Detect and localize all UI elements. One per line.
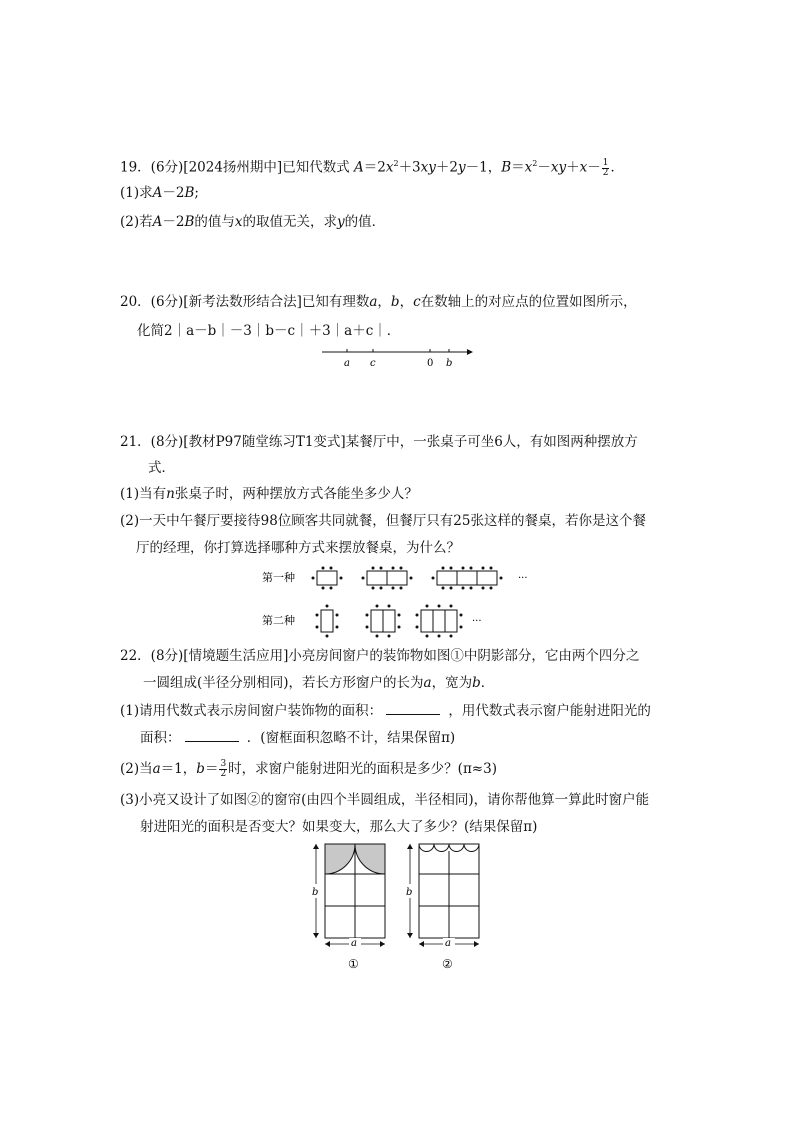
q22-part1: (1)请用代数式表示房间窗户装饰物的面积： ，用代数式表示窗户能射进阳光的 [120,703,651,719]
arrangement-2-one-table [316,605,339,638]
arrangement-1-three-tables [432,567,503,590]
number-line [320,344,480,374]
ellipsis-row2: ··· [472,616,482,627]
arrangement-1-two-tables [362,567,413,590]
table-arrangement-figure [260,562,540,637]
dim-b-label: b [312,887,319,898]
arrangement-2-three-tables [416,605,463,638]
answer-blank-decoration-area [386,702,440,715]
figure-2-label: ② [442,957,453,971]
q20-stem: 20．(6分)[新考法数形结合法]已知有理数a，b，c在数轴上的对应点的位置如图所示， [120,294,637,310]
axis-label-c: c [370,358,376,369]
q21-stem: 21．(8分)[教材P97随堂练习T1变式]某餐厅中，一张桌子可坐6人，有如图两种摆放方 [120,434,638,450]
q22-stem-cont: 一圆组成(半径分别相同)，若长方形窗户的长为a，宽为b． [143,675,495,691]
dim-a-label: a [445,938,451,949]
q22-part3: (3)小亮又设计了如图②的窗帘(由四个半圆组成，半径相同)，请你帮他算一算此时窗户能 [120,792,650,808]
fraction-three-halves: $\frac{3}{2}$ [220,759,227,779]
ellipsis-row1: ··· [518,573,528,584]
axis-label-a: a [344,358,350,369]
window-figure-2 [402,842,492,972]
figure-1-label: ① [348,957,359,971]
arrangement-1-label: 第一种 [262,571,295,584]
arrangement-2-label: 第二种 [262,614,295,627]
q21-part2-cont: 厅的经理，你打算选择哪种方式来摆放餐桌，为什么？ [136,540,460,556]
axis-label-b: b [446,358,453,369]
q21-stem-cont: 式． [148,460,175,476]
q22-part1-cont: 面积： ．(窗框面积忽略不计，结果保留π) [140,730,456,746]
q20-simplify: 化简2｜a－b｜－3｜b－c｜＋3｜a＋c｜． [137,323,401,339]
arrangement-2-two-tables [366,605,401,638]
dim-b-label: b [406,887,413,898]
q19-stem: 19．(6分)[2024扬州期中]已知代数式 $A=2x^2+3xy+2y-1$，$B=x^2-xy+x-$ $\frac{1}{2}$ ． [120,157,624,178]
answer-blank-sunlight-area [185,729,239,742]
arrangement-1-one-table [312,567,343,590]
window-figure-1 [308,842,398,972]
q21-part1: (1)当有n张桌子时，两种摆放方式各能坐多少人？ [120,486,418,502]
q22-stem: 22．(8分)[情境题生活应用]小亮房间窗户的装饰物如图①中阴影部分，它由两个四分之 [120,648,640,664]
q21-part2: (2)一天中午餐厅要接待98位顾客共同就餐，但餐厅只有25张这样的餐桌，若你是这个餐 [120,513,646,529]
q22-part2: (2)当a＝1，b＝ $\frac{3}{2}$ 时，求窗户能射进阳光的面积是多少？(π≈3) [120,759,497,779]
q22-part3-cont: 射进阳光的面积是否变大？如果变大，那么大了多少？(结果保留π) [140,819,538,835]
fraction-one-half: $\frac{1}{2}$ [602,157,609,178]
axis-label-zero: 0 [427,358,434,369]
dim-a-label: a [351,938,357,949]
q19-part1: (1)求A－2B; [120,185,199,201]
q19-part2: (2)若A－2B的值与x的取值无关，求y的值． [120,214,386,230]
